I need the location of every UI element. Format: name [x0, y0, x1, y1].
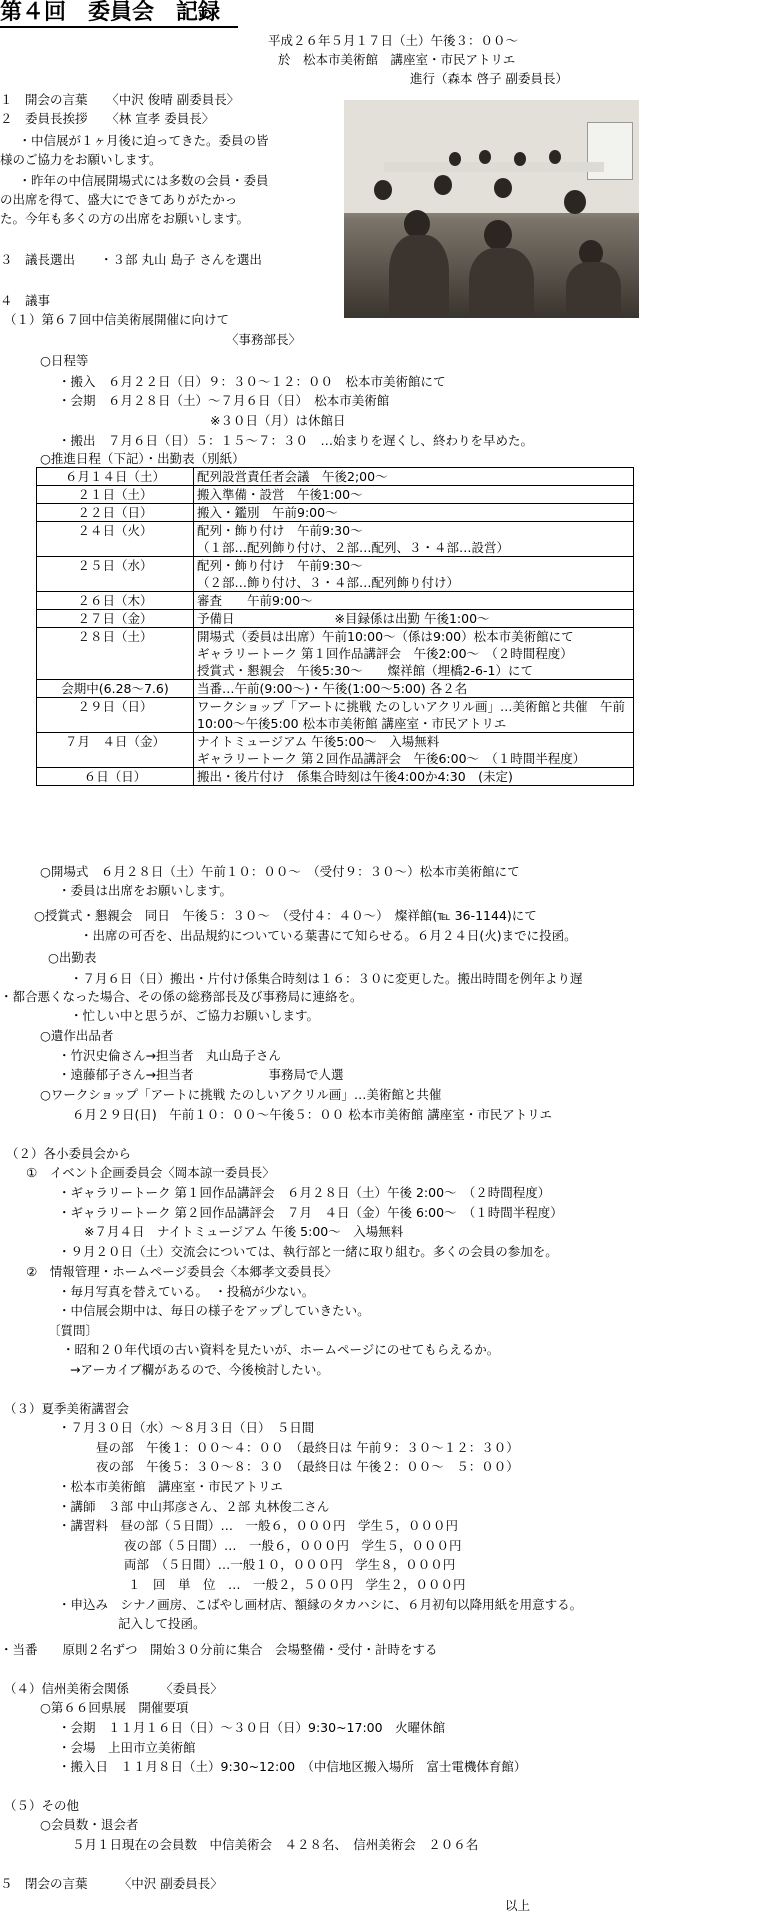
minutes-line: （３）夏季美術講習会 [4, 1401, 130, 1416]
schedule-date: ２２日（日） [37, 504, 194, 522]
minutes-line: ○授賞式・懇親会 同日 午後５：３０～ （受付４：４０～） 燦祥館(℡ 36-1144)にて [34, 908, 537, 923]
schedule-event: 搬入・鑑別 午前9:00～ [194, 504, 634, 522]
minutes-line: ○出勤表 [48, 950, 97, 965]
minutes-line: ○会員数・退会者 [40, 1817, 139, 1832]
minutes-line: ・７月６日（日）搬出・片付け係集合時刻は１６：３０に変更した。搬出時間を例年より遅 [70, 971, 583, 986]
greeting-text: ・昨年の中信展開場式には多数の会員・委員 [6, 173, 269, 188]
photo-person [484, 220, 512, 250]
schedule-date: ２５日（水） [37, 557, 194, 592]
minutes-line: ・昭和２０年代頃の古い資料を見たいが、ホームページにのせてもらえるか。 [62, 1342, 500, 1357]
schedule-row [37, 733, 634, 768]
schedule-row [37, 768, 634, 786]
greeting-text: 様のご協力をお願いします。 [0, 152, 162, 167]
minutes-line: 以上 [505, 1898, 531, 1913]
schedule-event: 搬出・後片付け 係集合時刻は午後4:00か4:30 (未定) [194, 768, 634, 786]
photo-person [449, 152, 461, 166]
schedule-date: 会期中(6.28～7.6) [37, 680, 194, 698]
schedule-table-heading: ○推進日程（下記）・出勤表（別紙） [40, 451, 245, 466]
minutes-line: ・ギャラリートーク 第２回作品講評会 ７月 ４日（金）午後 6:00～ （１時間半程度） [58, 1205, 563, 1220]
schedule-date: ２１日（土） [37, 486, 194, 504]
minutes-line: 〔質問〕 [48, 1323, 99, 1338]
schedule-date: ２６日（木） [37, 592, 194, 610]
minutes-line: ・遠藤郁子さん→担当者 事務局で人選 [58, 1067, 344, 1082]
schedule-note: ※３０日（月）は休館日 [210, 413, 346, 428]
schedule-event: 当番…午前(9:00～)・午後(1:00～5:00) 各２名 [194, 680, 634, 698]
minutes-line: 夜の部（５日間）… 一般６，０００円 学生５，０００円 [124, 1538, 462, 1553]
schedule-line: ・搬出 ７月６日（日）５：１５～７：３０ …始まりを遅くし、終わりを早めた。 [58, 433, 534, 448]
meeting-chair: 進行（森本 啓子 副委員長） [410, 71, 568, 86]
minutes-line: ○遺作出品者 [40, 1028, 114, 1043]
minutes-line: ・当番 原則２名ずつ 開始３０分前に集合 会場整備・受付・計時をする [0, 1642, 438, 1657]
schedule-event: 配列・飾り付け 午前9:30～ （１部…配列飾り付け、２部…配列、３・４部…設営） [194, 522, 634, 557]
schedule-date: ２８日（土） [37, 628, 194, 680]
minutes-line: ・講師 ３部 中山邦彦さん、２部 丸林俊二さん [58, 1499, 330, 1514]
schedule-date: ６日（日） [37, 768, 194, 786]
meeting-photo [344, 100, 639, 318]
schedule-line: ・会期 ６月２８日（土）～７月６日（日） 松本市美術館 [58, 393, 390, 408]
meeting-date: 平成２６年５月１７日（土）午後３：００～ [268, 33, 519, 48]
page-title: 第４回 委員会 記録 [0, 0, 221, 25]
minutes-line: ・出席の可否を、出品規約についている葉書にて知らせる。６月２４日(火)までに投函。 [80, 928, 577, 943]
minutes-line: ・会期 １１月１６日（日）～３０日（日）9:30~17:00 火曜休館 [58, 1720, 446, 1735]
item-agenda: ４ 議事 [0, 293, 51, 308]
meeting-place: 於 松本市美術館 講座室・市民アトリエ [278, 52, 516, 67]
photo-person [564, 190, 586, 214]
photo-person [434, 175, 452, 195]
photo-person [514, 152, 526, 166]
minutes-line: ※７月４日 ナイトミュージアム 午後 5:00～ 入場無料 [84, 1224, 404, 1239]
schedule-date: ２７日（金） [37, 610, 194, 628]
minutes-line: ・申込み シナノ画房、こばやし画材店、額縁のタカハシに、６月初旬以降用紙を用意する。 [58, 1597, 583, 1612]
agenda-1-owner: 〈事務部長〉 [226, 332, 302, 347]
minutes-line: ・竹沢史倫さん→担当者 丸山島子さん [58, 1048, 281, 1063]
minutes-line: →アーカイブ欄があるので、今後検討したい。 [70, 1362, 329, 1377]
minutes-line: ・毎月写真を替えている。 ・投稿が少ない。 [58, 1284, 315, 1299]
minutes-line: ・忙しい中と思うが、ご協力お願いします。 [70, 1008, 320, 1023]
photo-person [374, 180, 392, 200]
schedule-event: 配列・飾り付け 午前9:30～ （２部…飾り付け、３・４部…配列飾り付け） [194, 557, 634, 592]
photo-person [404, 210, 430, 238]
schedule-row [37, 698, 634, 733]
schedule-event: ワークショップ「アートに挑戦 たのしいアクリル画」…美術館と共催 午前10:00～午後5:00 松本市美術館 講座室・市民アトリエ [194, 698, 634, 733]
schedule-date: ７月 ４日（金） [37, 733, 194, 768]
item-greeting: ２ 委員長挨拶 〈林 宣孝 委員長〉 [0, 111, 215, 126]
minutes-line: ・ギャラリートーク 第１回作品講評会 ６月２８日（土）午後 2:00～ （２時間程度） [58, 1185, 551, 1200]
photo-person-body [389, 235, 449, 318]
photo-person-body [566, 262, 621, 318]
photo-table [384, 162, 604, 172]
agenda-1-heading: （１）第６７回中信美術展開催に向けて [4, 312, 230, 327]
greeting-text: ・中信展が１ヶ月後に迫ってきた。委員の皆 [6, 133, 269, 148]
minutes-line: 両部 （５日間）…一般１０，０００円 学生８，０００円 [124, 1557, 456, 1572]
schedule-row [37, 486, 634, 504]
minutes-line: ・講習料 昼の部（５日間）… 一般６，０００円 学生５，０００円 [58, 1518, 459, 1533]
minutes-line: （５）その他 [4, 1798, 80, 1813]
schedule-date: ６月１４日（土） [37, 468, 194, 486]
minutes-line: ・搬入日 １１月８日（土）9:30~12:00 （中信地区搬入場所 富士電機体育館） [58, 1759, 527, 1774]
item-opening: １ 開会の言葉 〈中沢 俊晴 副委員長〉 [0, 92, 240, 107]
schedule-row [37, 468, 634, 486]
item-chair-election: ３ 議長選出 ・３部 丸山 島子 さんを選出 [0, 252, 262, 267]
schedule-row [37, 592, 634, 610]
minutes-line: ６月２９日(日) 午前１０：００～午後５：００ 松本市美術館 講座室・市民アトリエ [72, 1107, 552, 1122]
schedule-event: ナイトミュージアム 午後5:00～ 入場無料 ギャラリートーク 第２回作品講評会 午後6:00～ （１時間半程度） [194, 733, 634, 768]
photo-person-body [469, 248, 534, 318]
minutes-line: ・松本市美術館 講座室・市民アトリエ [58, 1479, 283, 1494]
minutes-line: 夜の部 午後５：３０～８：３０ （最終日は 午後２：００～ ５：００） [96, 1459, 519, 1474]
minutes-line: （４）信州美術会関係 〈委員長〉 [4, 1681, 223, 1696]
minutes-line: ○ワークショップ「アートに挑戦 たのしいアクリル画」…美術館と共催 [40, 1087, 442, 1102]
schedule-row [37, 504, 634, 522]
minutes-line: ○開場式 ６月２８日（土）午前１０：００～ （受付９：３０～）松本市美術館にて [40, 864, 520, 879]
minutes-line: ・会場 上田市立美術館 [58, 1740, 196, 1755]
schedule-event: 配列設営責任者会議 午後2;00～ [194, 468, 634, 486]
minutes-line: ５ 閉会の言葉 〈中沢 副委員長〉 [0, 1876, 223, 1891]
schedule-event: 審査 午前9:00～ [194, 592, 634, 610]
minutes-line: １ 回 単 位 … 一般２，５００円 学生２，０００円 [128, 1577, 466, 1592]
schedule-row [37, 628, 634, 680]
minutes-line: ② 情報管理・ホームページ委員会〈本郷孝文委員長〉 [26, 1264, 337, 1279]
schedule-row [37, 557, 634, 592]
schedule-table [36, 467, 634, 786]
minutes-line: ・７月３０日（水）～８月３日（日） ５日間 [58, 1420, 315, 1435]
minutes-line: 記入して投函。 [118, 1616, 206, 1631]
schedule-date: ２４日（火） [37, 522, 194, 557]
schedule-heading: ○日程等 [40, 353, 89, 368]
minutes-line: ５月１日現在の会員数 中信美術会 ４２８名、 信州美術会 ２０６名 [72, 1837, 479, 1852]
schedule-row [37, 522, 634, 557]
schedule-row [37, 680, 634, 698]
minutes-line: ① イベント企画委員会〈岡本諒一委員長〉 [26, 1165, 275, 1180]
minutes-line: （２）各小委員会から [6, 1146, 132, 1161]
minutes-line: ○第６６回県展 開催要項 [40, 1700, 189, 1715]
minutes-line: ・中信展会期中は、毎日の様子をアップしていきたい。 [58, 1303, 370, 1318]
greeting-text: の出席を得て、盛大にできてありがたかっ [0, 192, 238, 207]
photo-person [549, 150, 561, 164]
schedule-event: 開場式（委員は出席）午前10:00～（係は9:00）松本市美術館にて ギャラリートーク 第１回作品講評会 午後2:00～ （２時間程度） 授賞式・懇親会 午後5:30～ 燦祥館（埋橋2-6-1）にて [194, 628, 634, 680]
photo-person [479, 150, 491, 164]
schedule-date: ２９日（日） [37, 698, 194, 733]
greeting-text: た。今年も多くの方の出席をお願いします。 [0, 211, 250, 226]
schedule-event: 搬入準備・設営 午後1:00～ [194, 486, 634, 504]
minutes-line: ・都合悪くなった場合、その係の総務部長及び事務局に連絡を。 [0, 989, 363, 1004]
schedule-line: ・搬入 ６月２２日（日）９：３０～１２：００ 松本市美術館にて [58, 374, 446, 389]
schedule-event: 予備日 ※目録係は出勤 午後1:00～ [194, 610, 634, 628]
schedule-row [37, 610, 634, 628]
title-underline [0, 26, 238, 28]
minutes-line: ・委員は出席をお願いします。 [58, 883, 233, 898]
minutes-line: 昼の部 午後１：００～４：００ （最終日は 午前９：３０～１２：３０） [96, 1440, 519, 1455]
photo-person [494, 178, 512, 198]
minutes-line: ・９月２０日（土）交流会については、執行部と一緒に取り組む。多くの会員の参加を。 [58, 1244, 558, 1259]
